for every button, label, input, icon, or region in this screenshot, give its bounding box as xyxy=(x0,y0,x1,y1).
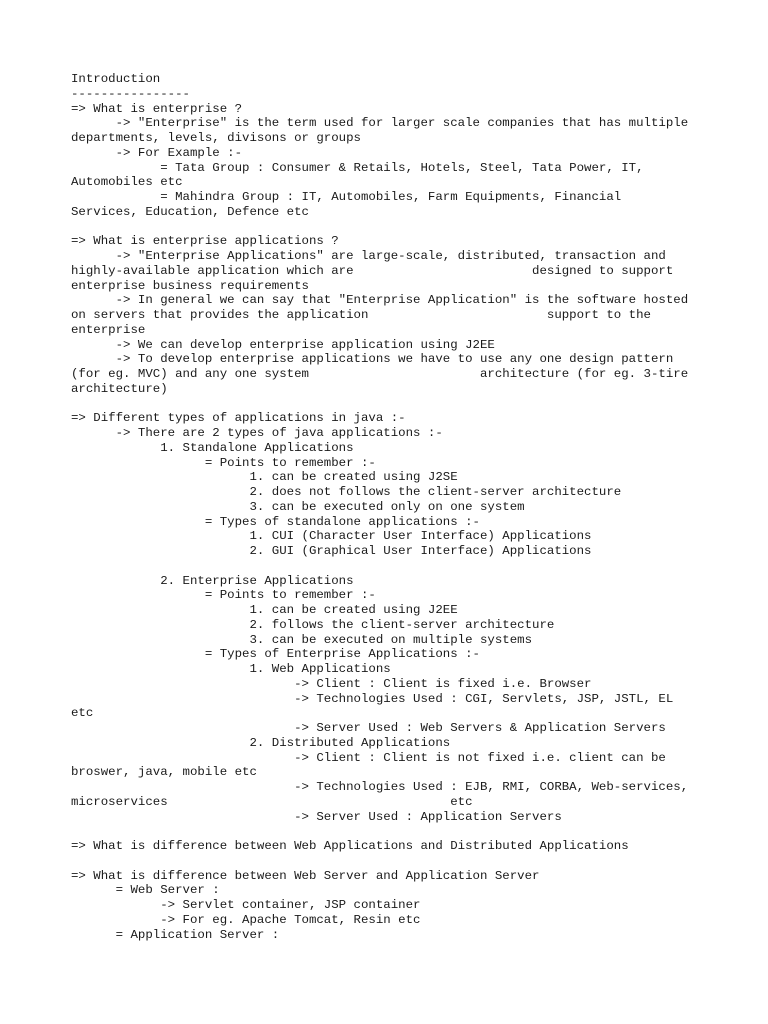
document-line: => What is enterprise ? xyxy=(71,101,243,116)
document-line: => What is difference between Web Applications and Distributed Applications xyxy=(71,839,629,853)
document-line: 3. can be executed only on one system xyxy=(71,499,525,514)
document-line: -> For eg. Apache Tomcat, Resin etc xyxy=(71,912,421,927)
document-line: enterprise business requirements xyxy=(71,278,309,293)
document-line: -> Server Used : Web Servers & Application Servers xyxy=(71,721,666,735)
document-line: on servers that provides the application support to the xyxy=(71,308,651,322)
document-line: (for eg. MVC) and any one system architecture (for eg. 3-tire xyxy=(71,367,689,381)
document-line: => Different types of applications in java :- xyxy=(71,411,406,426)
document-line: => What is difference between Web Server and Application Server xyxy=(71,868,540,883)
document-line: enterprise xyxy=(71,322,146,337)
document-line: -> Servlet container, JSP container xyxy=(71,898,421,912)
document-line: -> Client : Client is fixed i.e. Browser xyxy=(71,676,592,691)
document-line: => What is enterprise applications ? xyxy=(71,234,339,249)
document-line: 2. Enterprise Applications xyxy=(71,573,354,588)
document-line: departments, levels, divisons or groups xyxy=(71,131,361,145)
document-line: ---------------- xyxy=(71,86,190,101)
document-line: 1. can be created using J2SE xyxy=(71,470,458,485)
document-line: 1. CUI (Character User Interface) Applications xyxy=(71,529,592,544)
document-line: = Web Server : xyxy=(71,883,220,898)
document-line: 3. can be executed on multiple systems xyxy=(71,632,533,647)
document-line: = Application Server : xyxy=(71,927,280,942)
document-line: -> Technologies Used : CGI, Servlets, JSP, JSTL, EL xyxy=(71,691,674,706)
document-line: microservices etc xyxy=(71,794,473,809)
document-line: -> Client : Client is not fixed i.e. client can be xyxy=(71,750,666,765)
document-line: broswer, java, mobile etc xyxy=(71,765,257,780)
document-line: -> In general we can say that "Enterprise Application" is the software hosted xyxy=(71,293,689,308)
document-line xyxy=(71,559,711,574)
document-line: = Types of standalone applications :- xyxy=(71,514,480,529)
document-line xyxy=(71,854,711,869)
document-line: -> "Enterprise" is the term used for larger scale companies that has multiple xyxy=(71,116,689,131)
document-line: etc xyxy=(71,706,94,721)
document-line: 2. GUI (Graphical User Interface) Applications xyxy=(71,544,592,558)
document-line: 1. Standalone Applications xyxy=(71,440,354,455)
document-line: highly-available application which are designed to support xyxy=(71,263,674,278)
document-line: -> We can develop enterprise application using J2EE xyxy=(71,337,495,352)
document-line: 2. follows the client-server architecture xyxy=(71,617,555,632)
document-line: = Mahindra Group : IT, Automobiles, Farm Equipments, Financial xyxy=(71,190,622,204)
document-line xyxy=(71,397,711,412)
document-line: -> To develop enterprise applications we have to use any one design pattern xyxy=(71,352,674,367)
document-line: -> There are 2 types of java applications :- xyxy=(71,426,443,440)
document-line: Services, Education, Defence etc xyxy=(71,204,309,219)
document-line: -> For Example :- xyxy=(71,145,243,160)
document-text xyxy=(71,72,711,942)
document-line: -> "Enterprise Applications" are large-scale, distributed, transaction and xyxy=(71,249,666,263)
document-line: -> Technologies Used : EJB, RMI, CORBA, Web-services, xyxy=(71,780,689,794)
document-line: 2. does not follows the client-server architecture xyxy=(71,485,622,499)
document-line: = Points to remember :- xyxy=(71,588,376,603)
document-line: 1. Web Applications xyxy=(71,662,391,676)
document-line: -> Server Used : Application Servers xyxy=(71,809,562,824)
document-line xyxy=(71,220,711,235)
document-line: Automobiles etc xyxy=(71,175,183,190)
document-line xyxy=(71,824,711,839)
document-line: 1. can be created using J2EE xyxy=(71,603,458,617)
document-line: = Types of Enterprise Applications :- xyxy=(71,647,480,662)
document-line: = Tata Group : Consumer & Retails, Hotels, Steel, Tata Power, IT, xyxy=(71,160,644,175)
document-line: = Points to remember :- xyxy=(71,455,376,470)
document-line: 2. Distributed Applications xyxy=(71,735,451,750)
document-line: architecture) xyxy=(71,381,168,396)
document-line: Introduction xyxy=(71,72,161,86)
